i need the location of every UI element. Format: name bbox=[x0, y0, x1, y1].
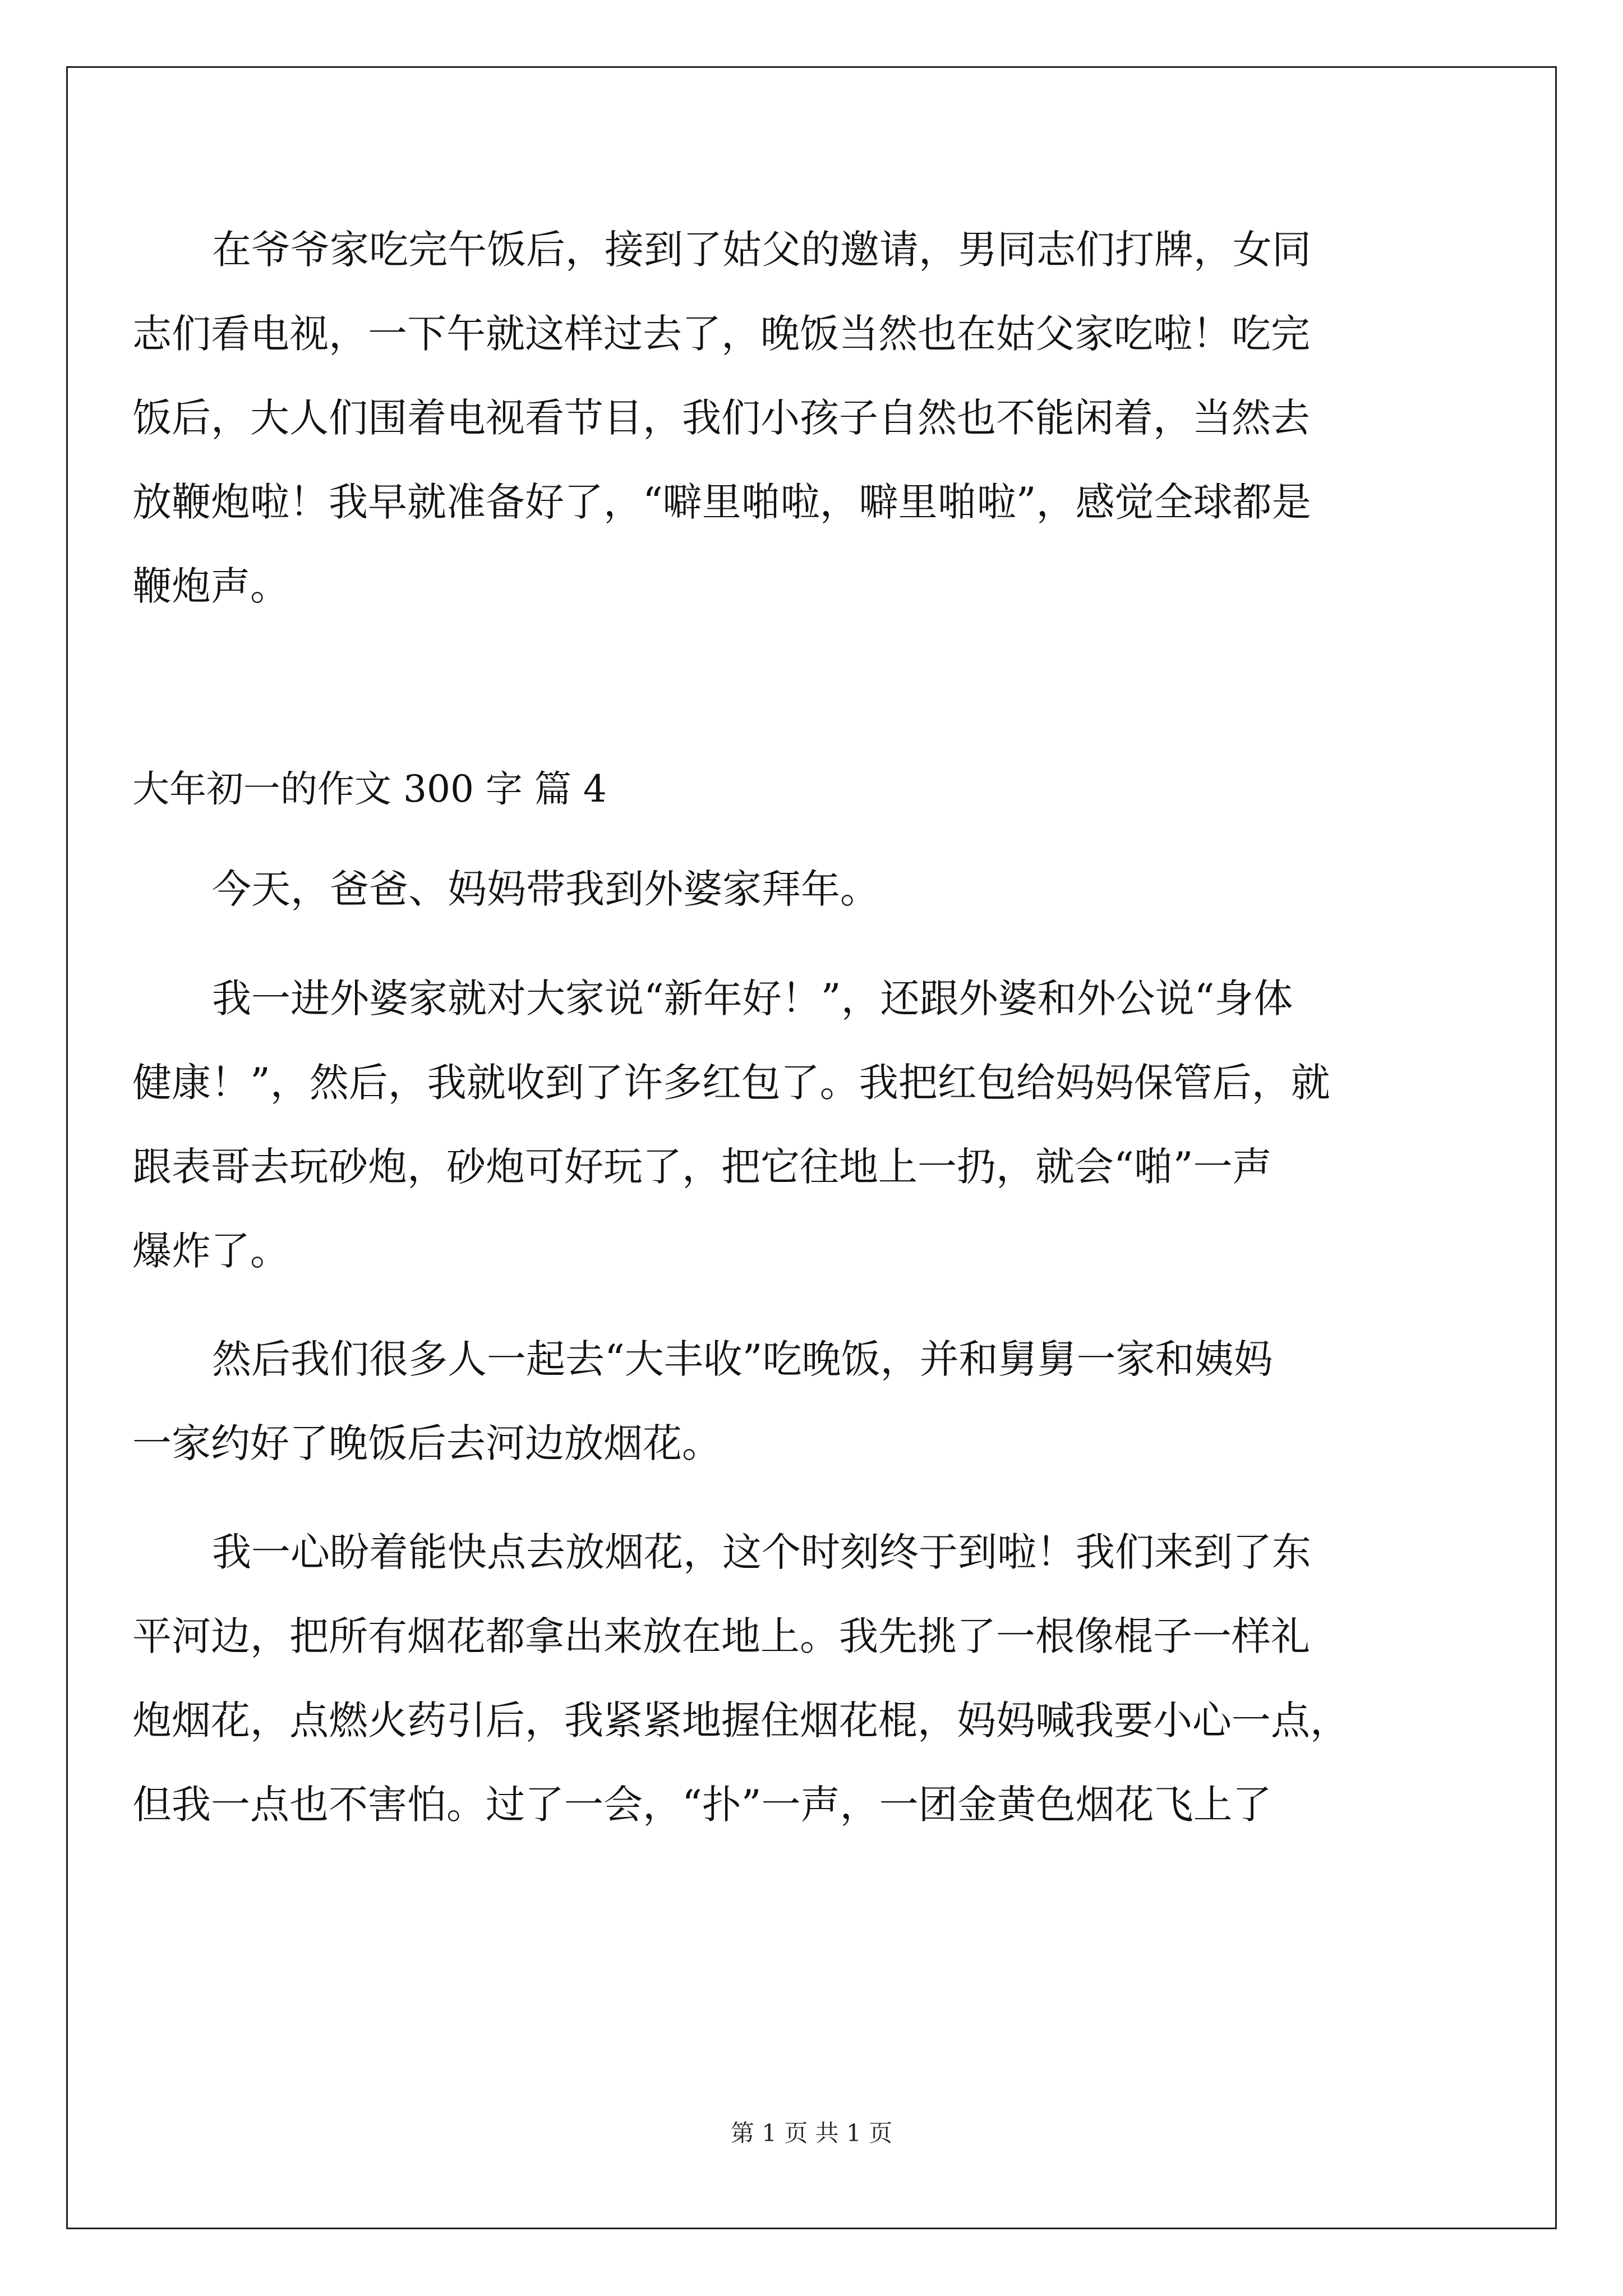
paragraph-line: 在爷爷家吃完午饭后，接到了姑父的邀请，男同志们打牌，女同 bbox=[212, 227, 1311, 273]
paragraph-line: 平河边，把所有烟花都拿出来放在地上。我先挑了一根像棍子一样礼 bbox=[132, 1613, 1310, 1659]
paragraph-line: 放鞭炮啦！我早就准备好了，“噼里啪啦，噼里啪啦”，感觉全球都是 bbox=[132, 479, 1311, 525]
paragraph-line: 爆炸了。 bbox=[132, 1228, 289, 1274]
section-heading: 大年初一的作文 300 字 篇 4 bbox=[132, 767, 607, 811]
paragraph-line: 然后我们很多人一起去“大丰收”吃晚饭，并和舅舅一家和姨妈 bbox=[212, 1336, 1273, 1382]
paragraph-line: 炮烟花，点燃火药引后，我紧紧地握住烟花棍，妈妈喊我要小心一点， bbox=[132, 1697, 1349, 1743]
paragraph-line: 健康！”，然后，我就收到了许多红包了。我把红包给妈妈保管后，就 bbox=[132, 1060, 1330, 1106]
paragraph-line: 一家约好了晚饭后去河边放烟花。 bbox=[132, 1420, 721, 1466]
paragraph-line: 我一进外婆家就对大家说“新年好！”，还跟外婆和外公说“身体 bbox=[212, 976, 1293, 1022]
page-footer: 第 1 页 共 1 页 bbox=[730, 2119, 893, 2147]
paragraph-line: 但我一点也不害怕。过了一会，“扑”一声，一团金黄色烟花飞上了 bbox=[132, 1782, 1272, 1828]
paragraph-line: 志们看电视，一下午就这样过去了，晚饭当然也在姑父家吃啦！吃完 bbox=[132, 311, 1310, 357]
paragraph-line: 今天，爸爸、妈妈带我到外婆家拜年。 bbox=[212, 866, 879, 912]
paragraph-line: 鞭炮声。 bbox=[132, 563, 289, 609]
paragraph-line: 饭后，大人们围着电视看节目，我们小孩子自然也不能闲着，当然去 bbox=[132, 395, 1310, 441]
paragraph-line: 我一心盼着能快点去放烟花，这个时刻终于到啦！我们来到了东 bbox=[212, 1529, 1311, 1575]
paragraph-line: 跟表哥去玩砂炮，砂炮可好玩了，把它往地上一扔，就会“啪”一声 bbox=[132, 1144, 1272, 1190]
